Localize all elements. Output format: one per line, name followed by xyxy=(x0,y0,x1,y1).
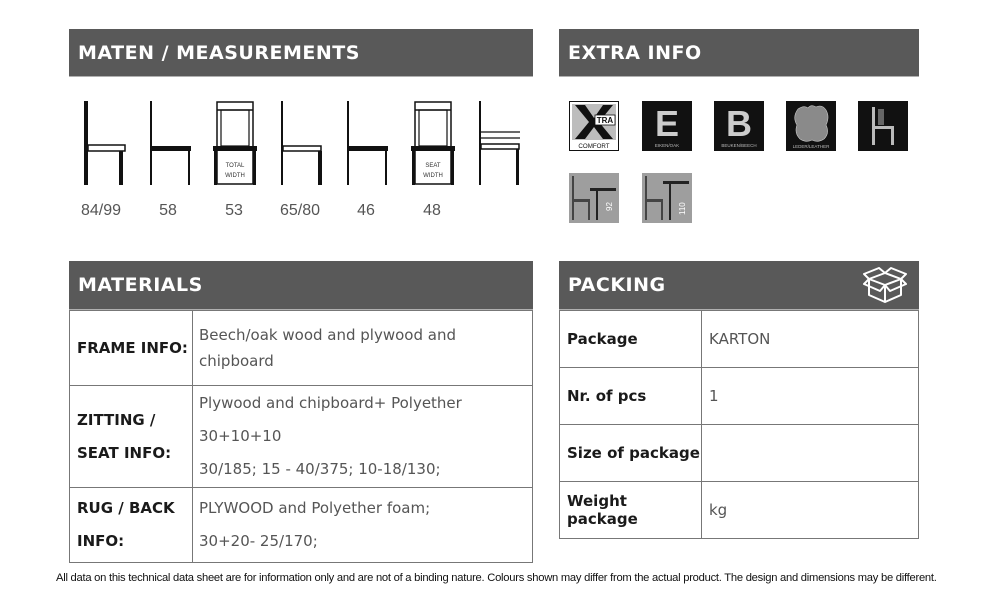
seat-info-value xyxy=(193,386,533,488)
back-info-label xyxy=(70,488,193,563)
pcs-value: 1 xyxy=(702,368,919,425)
oak-letter: E xyxy=(654,103,680,144)
chair-seat-height-icon xyxy=(344,100,390,186)
table-height-110-label: 110 xyxy=(678,202,687,215)
table-row xyxy=(560,482,919,539)
package-size-label: Size of package xyxy=(560,425,702,482)
chair-side-icon xyxy=(858,101,908,151)
table-row xyxy=(70,311,533,386)
table-height-92-label: 92 xyxy=(605,202,614,211)
back-info-value xyxy=(193,488,533,563)
frame-info-label: FRAME INFO: xyxy=(70,311,193,386)
package-value: KARTON xyxy=(702,311,919,368)
oak-caption: EIKEN/OAK xyxy=(654,143,680,148)
total-width-label-1: TOTAL xyxy=(225,163,245,169)
packing-header xyxy=(559,261,919,310)
package-weight-value: kg xyxy=(702,482,919,539)
back-info-label-line1: RUG / BACK xyxy=(77,499,175,517)
chair-depth-icon xyxy=(147,100,193,186)
table-height-92-icon xyxy=(569,173,619,223)
measure-value-depth: 58 xyxy=(159,202,177,219)
oak-wood-icon xyxy=(642,101,692,151)
packing-table xyxy=(559,310,919,539)
chair-slatted-side-icon xyxy=(476,100,522,186)
frame-info-value-line2: chipboard xyxy=(199,352,274,370)
beech-caption: BEUKEN/BEECH xyxy=(721,143,757,148)
seat-info-value-line1: Plywood and chipboard+ Polyether 30+10+10 xyxy=(199,394,462,445)
disclaimer-text: All data on this technical data sheet are for information only and are not of a binding nature. Colours shown may differ from the actual product. The design and dimensions may be different. xyxy=(56,572,937,584)
back-info-value-line1: PLYWOOD and Polyether foam; xyxy=(199,499,431,517)
chair-side-seat-icon xyxy=(278,100,324,186)
measure-value-seat-height: 46 xyxy=(357,202,375,219)
back-info-label-line2: INFO: xyxy=(77,532,125,550)
table-row xyxy=(560,311,919,368)
xtra-sub-label: TRA xyxy=(596,116,614,125)
table-row xyxy=(560,368,919,425)
seat-info-label-line1: ZITTING / xyxy=(77,410,156,429)
leather-caption: LEDER/LEATHER xyxy=(792,144,830,149)
chair-front-total-width-icon xyxy=(212,100,258,186)
xtra-comfort-icon xyxy=(569,101,619,151)
table-height-110-icon xyxy=(642,173,692,223)
table-row xyxy=(560,425,919,482)
measure-value-total-width: 53 xyxy=(225,202,243,219)
extra-info-header: EXTRA INFO xyxy=(559,29,919,77)
measure-value-seat-width: 48 xyxy=(423,202,441,219)
seat-info-label-line2: SEAT INFO: xyxy=(77,443,172,462)
seat-width-label-1: SEAT xyxy=(425,163,441,169)
back-info-value-line2: 30+20- 25/170; xyxy=(199,532,318,550)
measure-value-total-height: 84/99 xyxy=(80,202,122,219)
package-size-value xyxy=(702,425,919,482)
package-label: Package xyxy=(560,311,702,368)
chair-height-icon xyxy=(82,100,128,186)
frame-info-value xyxy=(193,311,533,386)
seat-info-label xyxy=(70,386,193,488)
pcs-label: Nr. of pcs xyxy=(560,368,702,425)
xtra-caption: COMFORT xyxy=(578,143,610,150)
chair-front-seat-width-icon xyxy=(410,100,456,186)
total-width-label-2: WIDTH xyxy=(225,173,245,179)
package-weight-label: Weight package xyxy=(560,482,702,539)
packing-title: PACKING xyxy=(568,274,666,296)
materials-header: MATERIALS xyxy=(69,261,533,310)
measure-value-seat-depth: 65/80 xyxy=(279,202,321,219)
frame-info-value-line1: Beech/oak wood and plywood and xyxy=(199,326,456,344)
beech-wood-icon xyxy=(714,101,764,151)
table-row xyxy=(70,488,533,563)
beech-letter: B xyxy=(726,103,752,144)
leather-icon xyxy=(786,101,836,151)
table-row xyxy=(70,386,533,488)
measurements-header: MATEN / MEASUREMENTS xyxy=(69,29,533,77)
seat-width-label-2: WIDTH xyxy=(423,173,443,179)
materials-table xyxy=(69,310,533,563)
box-icon xyxy=(863,267,907,305)
seat-info-value-line2: 30/185; 15 - 40/375; 10-18/130; xyxy=(199,460,441,478)
